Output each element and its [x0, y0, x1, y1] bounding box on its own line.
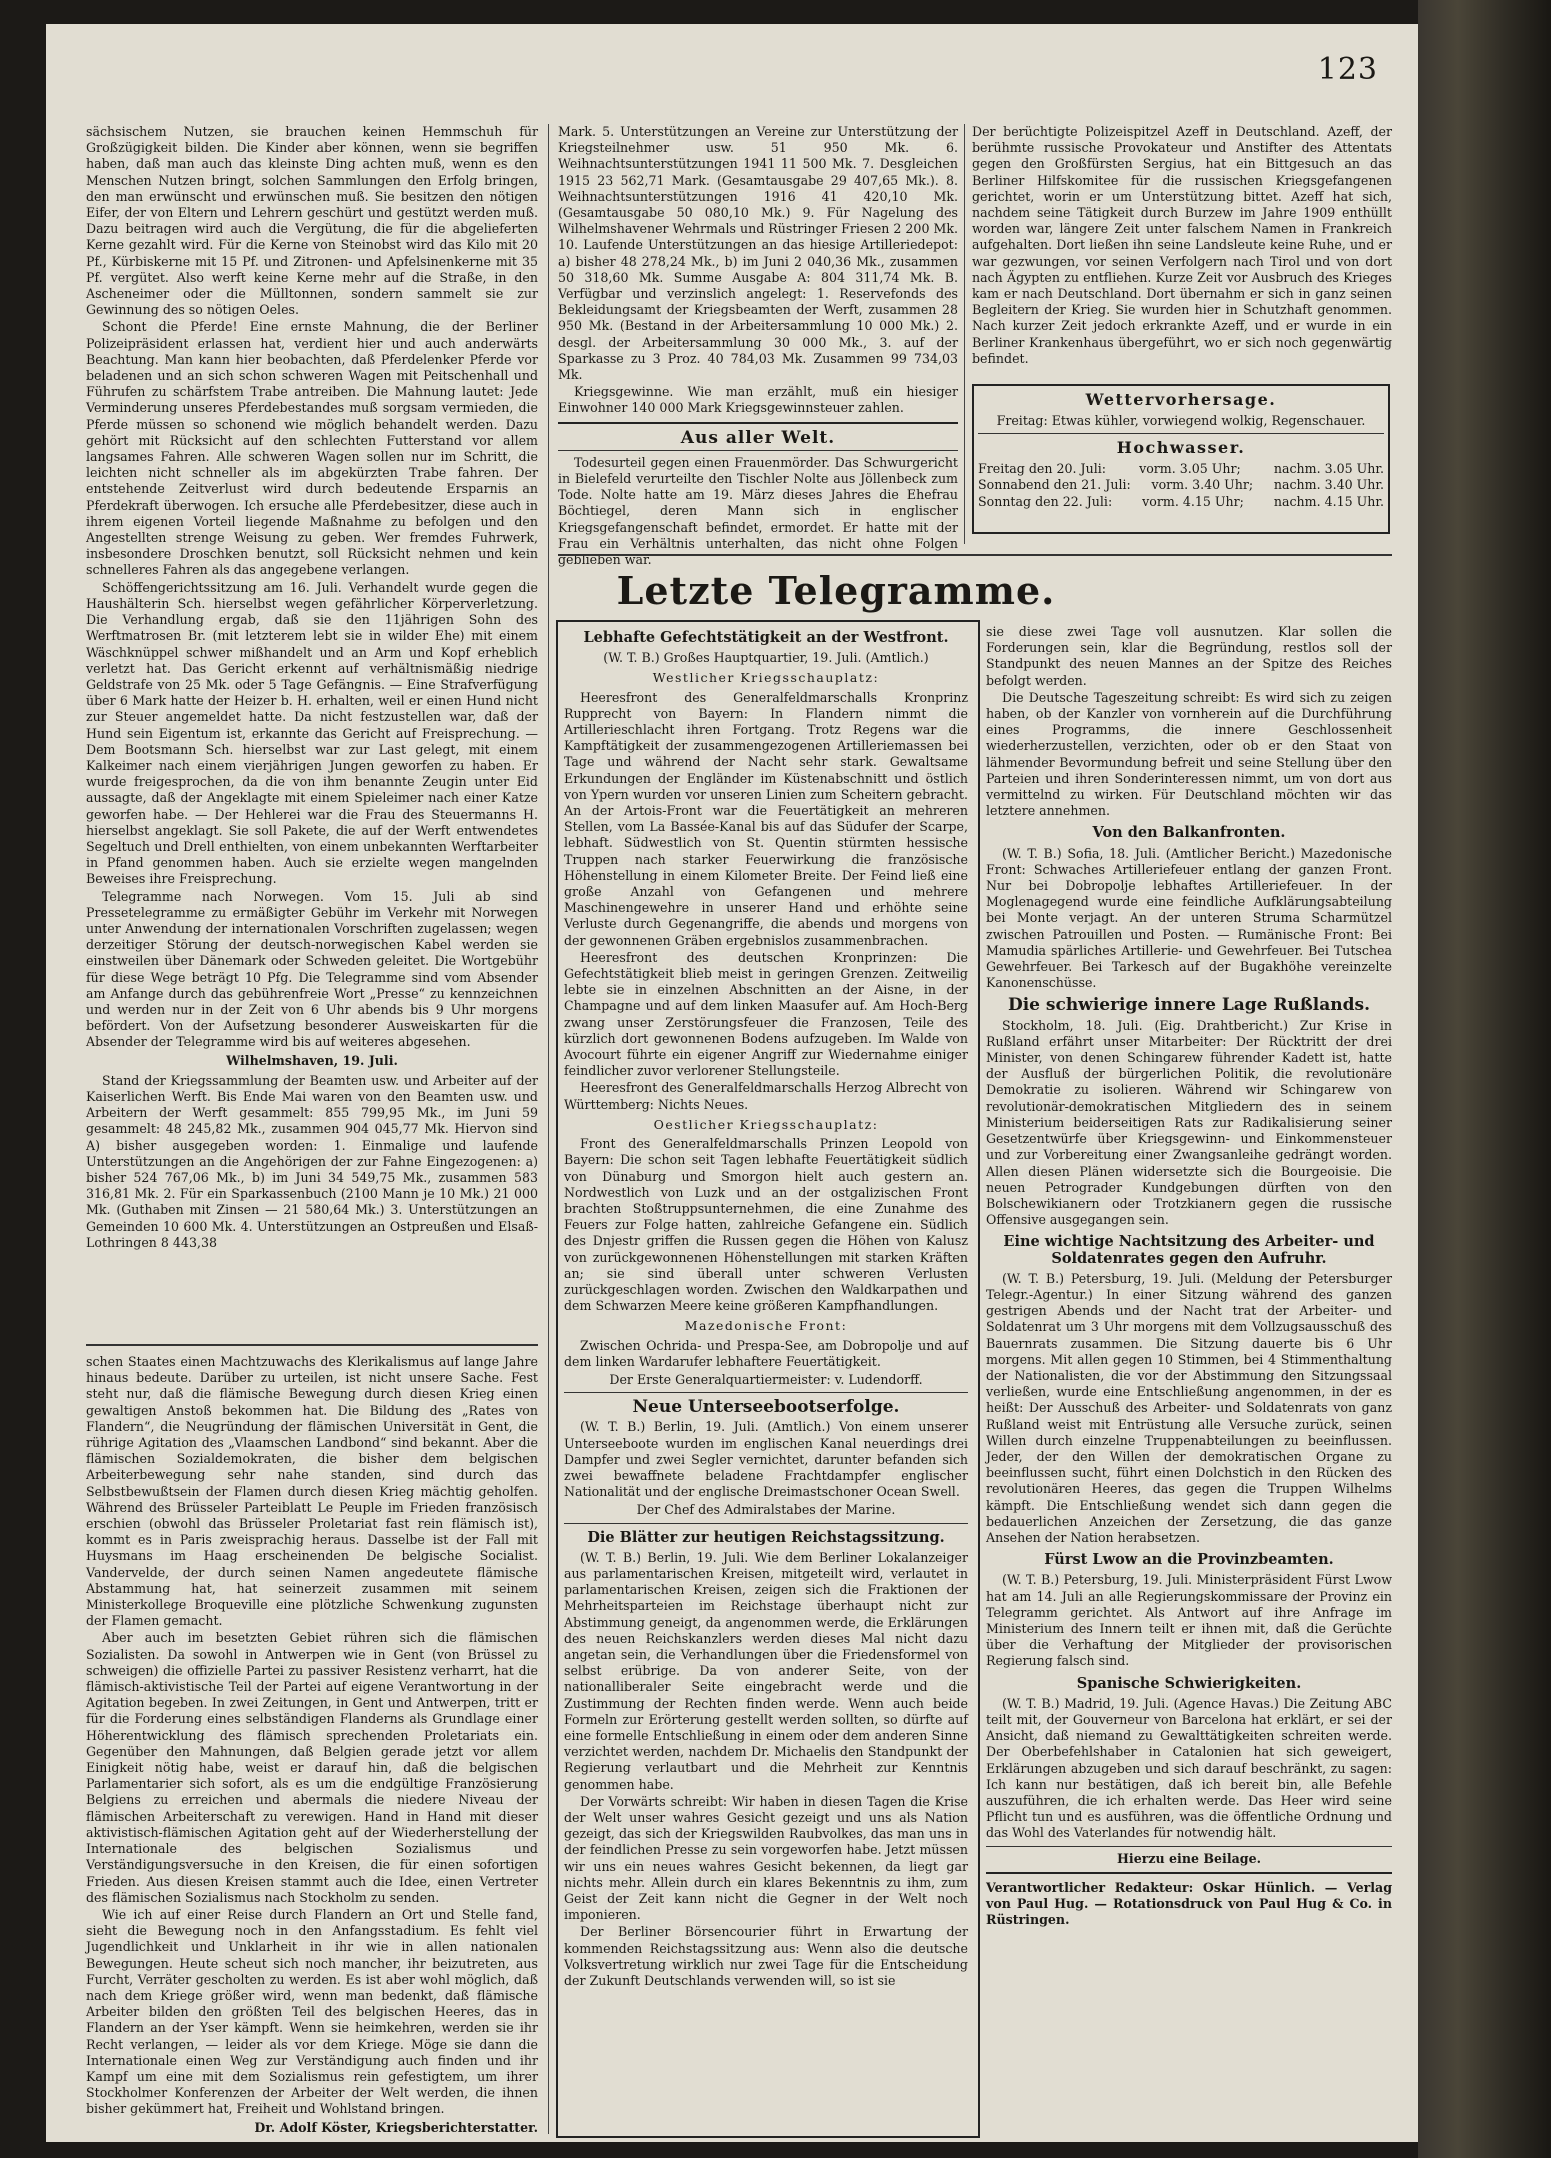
weather-title: Wettervorhersage. — [1085, 390, 1277, 409]
high-water-row: Sonntag den 22. Juli: vorm. 4.15 Uhr; nachm. 4.15 Uhr. — [978, 493, 1384, 509]
column-3-top — [972, 124, 1392, 379]
report-boersencourier: Der Berliner Börsencourier führt in Erwartung der kommenden Reichstagssitzung aus: Wenn also die deutsche Volksvertretung wirklich nur zwei Tage für die Entscheidung der Zukunft Deutschlands verwenden will, so ist sie — [564, 1924, 968, 1989]
column-1-top — [86, 124, 538, 1338]
section-title-aus-aller-welt: Aus aller Welt. — [680, 427, 836, 448]
dateline-wilhelmshaven: Wilhelmshaven, 19. Juli. — [226, 1052, 398, 1068]
column-3-main — [986, 624, 1392, 2134]
author-signature: Dr. Adolf Köster, Kriegsberichterstatter. — [254, 2119, 538, 2135]
high-water-table — [978, 461, 1384, 510]
imprint: Verantwortlicher Redakteur: Oskar Hünlich. — Verlag von Paul Hug. — Rotationsdruck von Paul Hug & Co. in Rüstringen. — [986, 1879, 1392, 1928]
article-flandern-part3: Wie ich auf einer Reise durch Flandern an Ort und Stelle fand, sieht die Bewegung noch in den Anfangsstadium. Es fehlt viel Jugendlichkeit und Unklarheit in ihr wie in allen nationalen Bewegungen. Heute scheut sich noch mancher, ihr beizutreten, aus Furcht, Verräter gescholten zu werden. Es ist aber wohl möglich, daß nach dem Kriege größer wird, wenn man bedenkt, daß flämische Arbeiter bilden den größten Teil des belgischen Heeres, das in Flandern an der Yser kämpft. Wenn sie heimkehren, werden sie ihr Recht verlangen, — leider als vor dem Kriege. Möge sie dann die Internationale einen Weg zur Verständigung auch finden und ihr Kampf um eine mit dem Sozialismus rein gefestigtem, um ihrer Stockholmer Konferenzen der Arbeiter der Welt werden, die ihnen bisher gekümmert hat, Freiheit und Wohlstand bringen. — [86, 1906, 538, 2117]
article-kerne-end: sächsischem Nutzen, sie brauchen keinen Hemmschuh für Großzügigkeit bilden. Die Kinder aber können, wenn sie begriffen haben, daß man auch das kleinste Ding achten muß, wenn es den Menschen Nutzen bringt, solchen Sammlungen den Erfolg bringen, den man erwünscht und erwünschen muß. Sie besitzen den nötigen Eifer, der von Eltern und Lehrern geschürt und gestützt werden muß. Dazu beitragen wird auch die Vergütung, die für die abgelieferten Kerne gezahlt wird. Für die Kerne von Steinobst wird das Kilo mit 20 Pf., Kürbiskerne mit 15 Pf. und Zitronen- und Apfelsinenkerne mit 35 Pf. vergütet. Also werft keine Kerne mehr auf die Straße, in den Ascheneimer oder die Mülltonnen, sondern sammelt sie zur Gewinnung des so nötigen Oeles. — [86, 124, 538, 318]
weather-box — [972, 384, 1390, 534]
article-kriegsgewinne: Kriegsgewinne. Wie man erzählt, muß ein hiesiger Einwohner 140 000 Mark Kriegsgewinnsteuer zahlen. — [558, 384, 958, 416]
article-flandern-part1: schen Staates einen Machtzuwachs des Klerikalismus auf lange Jahre hinaus bedeute. Darüber zu urteilen, ist nicht unsere Sache. Fest steht nur, daß die flämische Bewegung durch diesen Krieg einen gewaltigen Anstoß bekommen hat. Die Bildung des „Rates von Flandern“, die Neugründung der flämischen Universität in Gent, die rührige Agitation des „Vlaamschen Landbond“ sind bekannt. Aber die flämischen Sozialdemokraten, die bisher dem belgischen Arbeiterbewegung sehr nahe standen, sind durch das Selbstbewußtsein der Flamen durch diesen Krieg mächtig geholfen. Während des Brüsseler Parteiblatt Le Peuple im Frieden französisch erschien (obwohl das Brüsseler Proletariat fast rein flämisch ist), kommt es in Paris zweisprachig heraus. Dasselbe ist der Fall mit Huysmans im Haag erscheinenden De belgische Socialist. Vandervelde, der durch seinen Namen angedeutete flämische Abstammung hat, hat seinerzeit zusammen mit seinem Ministerkollege Broqueville eine plötzliche Schwenkung zugunsten der Flamen gemacht. — [86, 1354, 538, 1629]
telegrams-column — [564, 624, 968, 2130]
headline-balkanfronten: Von den Balkanfronten. — [1092, 824, 1286, 842]
headline-unterseeboote: Neue Unterseebootserfolge. — [632, 1397, 900, 1418]
article-azeff: Der berüchtigte Polizeispitzel Azeff in Deutschland. Azeff, der berühmte russische Provokateur und Anstifter des Attentats gegen den Großfürsten Sergius, hat ein Bittgesuch an das Berliner Hilfskomitee für die russischen Kriegsgefangenen gerichtet, worin er um Unterstützung bittet. Azeff hat sich, nachdem seine Tätigkeit durch Burzew im Jahre 1909 enthüllt worden war, längere Zeit unter falschem Namen in Frankreich aufgehalten. Dort ließen ihn seine Landsleute keine Ruhe, und er war gezwungen, vor seinen Verfolgern nach Tirol und von dort nach Ägypten zu entfliehen. Kurze Zeit vor Ausbruch des Krieges kam er nach Deutschland. Dort übernahm er sich in ganz seinen Begleitern der Krieg. Sie wurden hier in Schutzhaft genommen. Nach kurzer Zeit jedoch erkrankte Azeff, und er wurde in ein Berliner Krankenhaus übergeführt, wo er sich noch gegenwärtig befindet. — [972, 124, 1392, 366]
report-kronprinz: Heeresfront des deutschen Kronprinzen: Die Gefechtstätigkeit blieb meist in geringen Grenzen. Zeitweilig lebte sie in einzelnen Abschnitten an der Aisne, in der Champagne und auf dem linken Maasufer auf. Am Hoch-Berg zwang unser Zerstörungsfeuer die Franzosen, Teile des kürzlich dort gewonnenen Bodens aufzugeben. Im Walde von Avocourt führte ein eigener Angriff zur Wiedernahme einiger feindlicher zuvor verlorener Stellungsteile. — [564, 949, 968, 1079]
report-madrid: (W. T. B.) Madrid, 19. Juli. (Agence Havas.) Die Zeitung ABC teilt mit, der Gouverneur von Barcelona hat erklärt, er sei der Ansicht, daß niemand zu Gewalttätigkeiten schreiten werde. Der Oberbefehlshaber in Catalonien hat sich geweigert, Erklärungen abzugeben und sich darauf beschränkt, zu sagen: Ich kann nur bestätigen, daß ich bereit bin, alle Befehle auszuführen, die ich erhalten werde. Das Heer wird seine Pflicht tun und es ausführen, was die öffentliche Ordnung und das Wohl des Vaterlandes für notwendig hält. — [986, 1695, 1392, 1841]
report-lokalanzeiger: (W. T. B.) Berlin, 19. Juli. Wie dem Berliner Lokalanzeiger aus parlamentarischen Kreisen, mitgeteilt wird, verlautet in parlamentarischen Kreisen, zeigen sich die Fraktionen der Mehrheitsparteien im Reichstage überhaupt nicht zur Abstimmung geneigt, da angenommen werde, die Erklärungen des neuen Reichskanzlers werden dieses Mal nicht dazu angetan sein, die Verhandlungen über die Friedensformel von selbst erübrige. Da von anderer Seite, von der nationalliberaler Seite eingebracht werde und die Zustimmung der Rechten finden werde. Wenn auch beide Formeln zur Erörterung gestellt werden sollten, so dürfte auf eine formelle Entschließung in einem oder dem anderen Sinne verzichtet werden, nachdem Dr. Michaelis den Standpunkt der Regierung verlautbart und die Mehrheit zur Kenntnis genommen habe. — [564, 1549, 968, 1792]
report-lwow: (W. T. B.) Petersburg, 19. Juli. Ministerpräsident Fürst Lwow hat am 14. Juli an alle Regierungskommissare der Provinz ein Telegramm gerichtet. Als Antwort auf ihre Anfrage im Ministerium des Innern teilt er ihnen mit, daß die Gerüchte über die Verhaftung der Mitglieder der provisorischen Regierung falsch sind. — [986, 1572, 1392, 1669]
report-petersburg-rat: (W. T. B.) Petersburg, 19. Juli. (Meldung der Petersburger Telegr.-Agentur.) In einer Sitzung während des ganzen gestrigen Abends und der Nacht trat der Arbeiter- und Soldatenrat um 3 Uhr morgens mit dem Vollzugsausschuß des Bauernrats zusammen. Die Sitzung dauerte bis 6 Uhr morgens. Mit allen gegen 10 Stimmen, bei 4 Stimmenthaltung der Nationalisten, die vor der Abstimmung den Sitzungssaal verließen, wurde eine Entschließung angenommen, in der es heißt: Der Ausschuß des Arbeiter- und Soldatenrats von ganz Rußland weist mit Entrüstung alle Versuche zurück, seinen Willen durch einzelne Truppenabteilungen zu beeinflussen. Jeder, der den Willen der demokratischen Organe zu beeinflussen sucht, führt einen Dolchstich in den Rücken des revolutionären Heeres, das gegen die Truppen Wilhelms kämpft. Die Entschließung wendet sich dann gegen die bedauerlichen Anzeichen der Zersetzung, die das ganze Ansehen der Nation herabsetzen. — [986, 1270, 1392, 1545]
report-vorwaerts: Der Vorwärts schreibt: Wir haben in diesen Tagen die Krise der Welt unser wahres Gesicht gezeigt und uns als Nation gezeigt, das sich der Kriegswilden Raubvolkes, das man uns in der feindlichen Presse zu sein vorgeworfen habe. Jetzt müssen wir uns ein neues wahres Gesicht bekennen, da liegt gar nichts mehr. Allein durch ein klares Bekenntnis zu ihm, zum Geist der Zeit kann nicht die Gegner in der Welt noch imponieren. — [564, 1793, 968, 1923]
report-leopold: Front des Generalfeldmarschalls Prinzen Leopold von Bayern: Die schon seit Tagen lebhafte Feuertätigkeit südlich von Dünaburg und Smorgon hielt auch gestern an. Nordwestlich von Luzk und an der ostgalizischen Front brachten Stoßtruppsunternehmen, die eine Zunahme des Feuers zur Folge hatten, zahlreiche Gefangene ein. Südlich des Dnjestr griffen die Russen gegen die Höhen von Kalusz von zurückgewonnenen Höhenstellungen mit starken Kräften an; sie sind überall unter schweren Verlusten zurückgeschlagen worden. Zwischen den Waldkarpathen und dem Schwarzen Meere keine größeren Kampfhandlungen. — [564, 1136, 968, 1314]
report-rupprecht: Heeresfront des Generalfeldmarschalls Kronprinz Rupprecht von Bayern: In Flandern nimmt die Artillerieschlacht ihren Fortgang. Trotz Regens war die Kampftätigkeit der zusammengezogenen Artilleriemassen bei Tage und während der Nacht sehr stark. Gewaltsame Erkundungen der Engländer im Küstenabschnitt und östlich von Ypern wurden vor unseren Linien zum Scheitern gebracht. An der Artois-Front war die Feuertätigkeit an mehreren Stellen, vom La Bassée-Kanal bis auf das Südufer der Scarpe, lebhaft. Südwestlich von St. Quentin stürmten hessische Truppen nach starker Feuerwirkung die französische Höhenstellung in einem Kilometer Breite. Der Feind ließ eine große Anzahl von Gefangenen und mehrere Maschinengewehre in unserer Hand und erhöhte seine Verluste durch Gegenangriffe, die abends und morgens von der gewonnenen Gräben ergebnislos zusammenbrachen. — [564, 689, 968, 948]
subhead-oestlicher: Oestlicher Kriegsschauplatz: — [653, 1116, 879, 1132]
article-todesurteil: Todesurteil gegen einen Frauenmörder. Das Schwurgericht in Bielefeld verurteilte den Tischler Nolte aus Jöllenbeck zum Tode. Nolte hatte am 19. März dieses Jahres die Ehefrau Böchtiegel, deren Mann sich in englischer Kriegsgefangenschaft befindet, ermordet. Er hatte mit der Frau ein Verhältnis unterhalten, das nicht ohne Folgen geblieben war. — [558, 454, 958, 568]
subhead-westlicher: Westlicher Kriegsschauplatz: — [652, 670, 880, 686]
article-flandern-part2: Aber auch im besetzten Gebiet rühren sich die flämischen Sozialisten. Da sowohl in Antwerpen wie in Gent (von Brüssel zu schweigen) die offizielle Partei zu passiver Resistenz verharrt, hat die flämisch-aktivistische Teil der Partei auf eigene Verantwortung in der Agitation begeben. In zwei Zeitungen, in Gent und Antwerpen, tritt er für die Forderung eines selbständigen Flanderns als Grundlage einer Höherentwicklung des flämisch sprechenden Proletariats ein. Gegenüber den Mahnungen, daß Belgien gerade jetzt vor allem Einigkeit nötig habe, weist er darauf hin, daß die belgischen Parlamentarier sich sofort, als es um die endgültige Französierung Belgiens zu erreichen und abermals die niedere Niveau der flämischen Arbeiterschaft zu verewigen. Hand in Hand mit dieser aktivistisch-flämischen Agitation geht auf der Wiederherstellung der Internationale des belgischen Sozialismus und Verständigungsversuche in den Kreisen, die für einen sofortigen Frieden. Aus diesen Kreisen stammt auch die Idee, einen Vertreter des flämischen Sozialismus nach Stockholm zu senden. — [86, 1630, 538, 1905]
headline-nachtsitzung: Eine wichtige Nachtsitzung des Arbeiter- und Soldatenrates gegen den Aufruhr. — [1003, 1233, 1375, 1267]
article-schoeffengericht: Schöffengerichtssitzung am 16. Juli. Verhandelt wurde gegen die Haushälterin Sch. hierselbst wegen gefährlicher Körperverletzung. Die Verhandlung ergab, daß sie den 11jährigen Sohn des Werftmatrosen Br. (mit letzterem lebt sie in wilder Ehe) mit einem Wäschknüppel schwer mißhandelt und an Arm und Kopf erheblich verletzt hat. Das Gericht erkennt auf verhältnismäßig niedrige Geldstrafe von 25 Mk. oder 5 Tage Gefängnis. — Eine Strafverfügung über 6 Mark hatte der Heizer b. H. erhalten, weil er einen Hund nicht zur Steuer angemeldet hatte. Da nicht festzustellen war, daß der Hund sein Eigentum ist, erkannte das Gericht auf Freisprechung. — Dem Bootsmann Sch. hierselbst war zur Last gelegt, mit einem Kalkeimer nach einem vierjährigen Jungen geworfen zu haben. Er wurde freigesprochen, da die von ihm benannte Zeugin unter Eid aussagte, daß der Angeklagte mit einem Spieleimer nach einer Katze geworfen habe. — Der Hehlerei war die Frau des Steuermanns H. hierselbst angeklagt. Sie soll Pakete, die auf der Werft entwendetes Segeltuch und Drell enthielten, von einem unbekannten Werftarbeiter in Pfand genommen haben. Auch sie erzielte wegen mangelnden Beweises ihre Freisprechung. — [86, 579, 538, 887]
article-schont-pferde: Schont die Pferde! Eine ernste Mahnung, die der Berliner Polizeipräsident erlassen hat, verdient hier und auch anderwärts Beachtung. Man kann hier beobachten, daß Pferdelenker Pferde vor beladenen und an sich schon schweren Wagen mit Peitschenhall und Führufen zu schärfstem Trabe antreiben. Die Mahnung lautet: Jede Verminderung unseres Pferdebestandes muß sorgsam vermieden, die Pferde müssen so schonend wie möglich behandelt werden. Dazu gehört mit Rücksicht auf den schlechten Futterstand vor allem langsames Fahren. Alle schweren Wagen sollen nur im Schritt, die leichten nicht schneller als im abgekürzten Trabe fahren. Der entstehende Zeitverlust wird durch bedeutende Ersparnis an Pferdekraft überwogen. Ich ersuche alle Pferdebesitzer, diese auch in ihrem eigenen Vorteil liegende Maßnahme zu befolgen und den Angestellten strenge Weisung zu geben. Wer fremdes Fuhrwerk, insbesondere Droschken benutzt, soll Rücksicht nehmen und kein schnelleres Fahren als das angegebene verlangen. — [86, 319, 538, 578]
headline-russland: Die schwierige innere Lage Rußlands. — [1007, 995, 1371, 1016]
weather-forecast: Freitag: Etwas kühler, vorwiegend wolkig, Regenschauer. — [996, 413, 1366, 428]
high-water-title: Hochwasser. — [1116, 438, 1246, 458]
report-tageszeitung: Die Deutsche Tageszeitung schreibt: Es wird sich zu zeigen haben, ob der Kanzler von vornherein auf die Durchführung eines Programms, die innere Geschlossenheit wiederherzustellen, verzichten, oder ob er den Staat von lähmender Bevormundung befreit und seine Stellung über den Parteien und ihren Sonderinteressen nimmt, um von dort aus vermittelnd zu wirken. Für Deutschland möchten wir das letztere annehmen. — [986, 689, 1392, 819]
report-unterseeboote: (W. T. B.) Berlin, 19. Juli. (Amtlich.) Von einem unserer Unterseeboote wurden im englischen Kanal neuerdings drei Dampfer und zwei Segler vernichtet, darunter befanden sich zwei bewaffnete beladene Frachtdampfer englischer Nationalität und der englische Dreimastschoner Ocean Swell. — [564, 1419, 968, 1500]
high-water-row: Sonnabend den 21. Juli: vorm. 3.40 Uhr; nachm. 3.40 Uhr. — [978, 477, 1384, 493]
high-water-row: Freitag den 20. Juli: vorm. 3.05 Uhr; nachm. 3.05 Uhr. — [978, 461, 1384, 477]
article-telegramme-norwegen: Telegramme nach Norwegen. Vom 15. Juli ab sind Pressetelegramme zu ermäßigter Gebühr im Verkehr mit Norwegen unter Anwendung der internationalen Vorschriften zugelassen; wegen derzeitiger Störung der deutsch-norwegischen Kabel werden sie einstweilen über Dänemark oder Schweden geleitet. Die Wortgebühr für diese Wege beträgt 10 Pfg. Die Telegramme sind vom Absender am Anfange durch das gebührenfreie Wort „Presse“ zu kennzeichnen und werden nur in der Zeit von 6 Uhr abends bis 9 Uhr morgens befördert. Von der Aufsetzung besonderer Ausweiskarten für die Absender der Telegramme wird bis auf weiteres abgesehen. — [86, 888, 538, 1050]
supplement-note: Hierzu eine Beilage. — [1117, 1850, 1261, 1866]
page-number: 123 — [1317, 52, 1378, 87]
report-albrecht: Heeresfront des Generalfeldmarschalls Herzog Albrecht von Württemberg: Nichts Neues. — [564, 1080, 968, 1112]
article-kriegssammlung: Stand der Kriegssammlung der Beamten usw. und Arbeiter auf der Kaiserlichen Werft. Bis Ende Mai waren von den Beamten usw. und Arbeitern der Werft gesammelt: 855 799,95 Mk., im Juni 59 gesammelt: 48 245,82 Mk., zusammen 904 045,77 Mk. Hiervon sind A) bisher ausgegeben worden: 1. Einmalige und laufende Unterstützungen an die Angehörigen der zur Fahne Eingezogenen: a) bisher 524 767,06 Mk., b) im Juni 34 549,75 Mk., zusammen 583 316,81 Mk. 2. Für ein Sparkassenbuch (2100 Mann je 10 Mk.) 21 000 Mk. (Guthaben mit Zinsen — 21 580,64 Mk.) 3. Unterstützungen an Gemeinden 10 600 Mk. 4. Unterstützungen an Ostpreußen und Elsaß-Lothringen 8 443,38 — [86, 1072, 538, 1250]
dateline-hauptquartier: (W. T. B.) Großes Hauptquartier, 19. Juli. (Amtlich.) — [603, 650, 929, 666]
headline-lwow: Fürst Lwow an die Provinzbeamten. — [1044, 1551, 1334, 1569]
column-separator-rule — [86, 1344, 538, 1346]
report-mazedonien: Zwischen Ochrida- und Prespa-See, am Dobropolje und auf dem linken Wardarufer lebhaftere Feuertätigkeit. — [564, 1337, 968, 1369]
headline-reichstagssitzung: Die Blätter zur heutigen Reichstagssitzung. — [587, 1528, 945, 1546]
book-binding-edge — [1418, 0, 1551, 2158]
report-boersencourier-cont: sie diese zwei Tage voll ausnutzen. Klar sollen die Forderungen sein, klar die Begründung, restlos soll der Standpunkt des neuen Mannes an der Spitze des Reiches befolgt werden. — [986, 624, 1392, 688]
column-2-top — [558, 124, 958, 568]
column-divider — [964, 124, 965, 544]
subhead-mazedonische: Mazedonische Front: — [684, 1318, 848, 1334]
column-divider — [548, 124, 549, 2134]
column-1-bottom — [86, 1354, 538, 2144]
report-sofia: (W. T. B.) Sofia, 18. Juli. (Amtlicher Bericht.) Mazedonische Front: Schwaches Artilleriefeuer entlang der ganzen Front. Nur bei Dobropolje lebhaftes Artilleriefeuer. In der Moglenagegend wurde eine feindliche Aufklärungsabteilung bei Monte verjagt. An der unteren Struma Scharmützel zwischen Patrouillen und Posten. — Rumänische Front: Bei Mamudia spärliches Artillerie- und Gewehrfeuer. Bei Tutschea Gewehrfeuer. Bei Tarkesch auf der Bugakhöhe vereinzelte Kanonenschüsse. — [986, 845, 1392, 991]
telegrams-top-rule — [558, 554, 1392, 556]
headline-westfront: Lebhafte Gefechtstätigkeit an der Westfront. — [583, 629, 949, 646]
newspaper-page — [46, 24, 1418, 2142]
report-stockholm: Stockholm, 18. Juli. (Eig. Drahtbericht.) Zur Krise in Rußland erfährt unser Mitarbeiter: Der Rücktritt der drei Minister, von denen Schingarew führender Kadett ist, hatte der Ausfluß der bürgerlichen Politik, die revolutionäre Demokratie zu isolieren. Während wir Schingarew von revolutionär-demokratischen Mitgliedern des in seinem Ministerium beiderseitigen Rats zur Radikalisierung seiner Gesetzentwürfe über Kriegsgewinn- und Einkommensteuer und zur Vorbereitung einer Zwangsanleihe gedrängt worden. Allen diesen Plänen widersetzte sich die Bourgeoisie. Die neuen Petrograder Kundgebungen dürften von den Bolschewikianern oder Trotzkianern gegen die russische Offensive ausgegangen sein. — [986, 1017, 1392, 1228]
signature-admiralstab: Der Chef des Admiralstabes der Marine. — [636, 1502, 896, 1518]
signature-ludendorff: Der Erste Generalquartiermeister: v. Ludendorff. — [609, 1371, 923, 1387]
telegrams-headline: Letzte Telegramme. — [616, 568, 1056, 613]
article-kriegssammlung-cont: Mark. 5. Unterstützungen an Vereine zur Unterstützung der Kriegsteilnehmer usw. 51 950 Mk. 6. Weihnachtsunterstützungen 1941 11 500 Mk. 7. Desgleichen 1915 23 562,71 Mark. (Gesamtausgabe 29 407,65 Mk.). 8. Weihnachtsunterstützungen 1916 41 420,10 Mk. (Gesamtausgabe 50 080,10 Mk.) 9. Für Nagelung des Wilhelmshavener Wehrmals und Rüstringer Friesen 2 200 Mk. 10. Laufende Unterstützungen an das hiesige Artilleriedepot: a) bisher 48 278,24 Mk., b) im Juni 2 040,36 Mk., zusammen 50 318,60 Mk. Summe Ausgabe A: 804 311,74 Mk. B. Verfügbar und verzinslich angelegt: 1. Reservefonds des Bekleidungsamt der Kriegsbeamten der Werft, zusammen 28 950 Mk. (Bestand in der Arbeitersammlung 10 000 Mk.) 2. desgl. der Arbeitersammlung 30 000 Mk., 3. auf der Sparkasse zu 3 Proz. 40 784,03 Mk. Zusammen 99 734,03 Mk. — [558, 124, 958, 383]
headline-spanien: Spanische Schwierigkeiten. — [1076, 1674, 1302, 1692]
